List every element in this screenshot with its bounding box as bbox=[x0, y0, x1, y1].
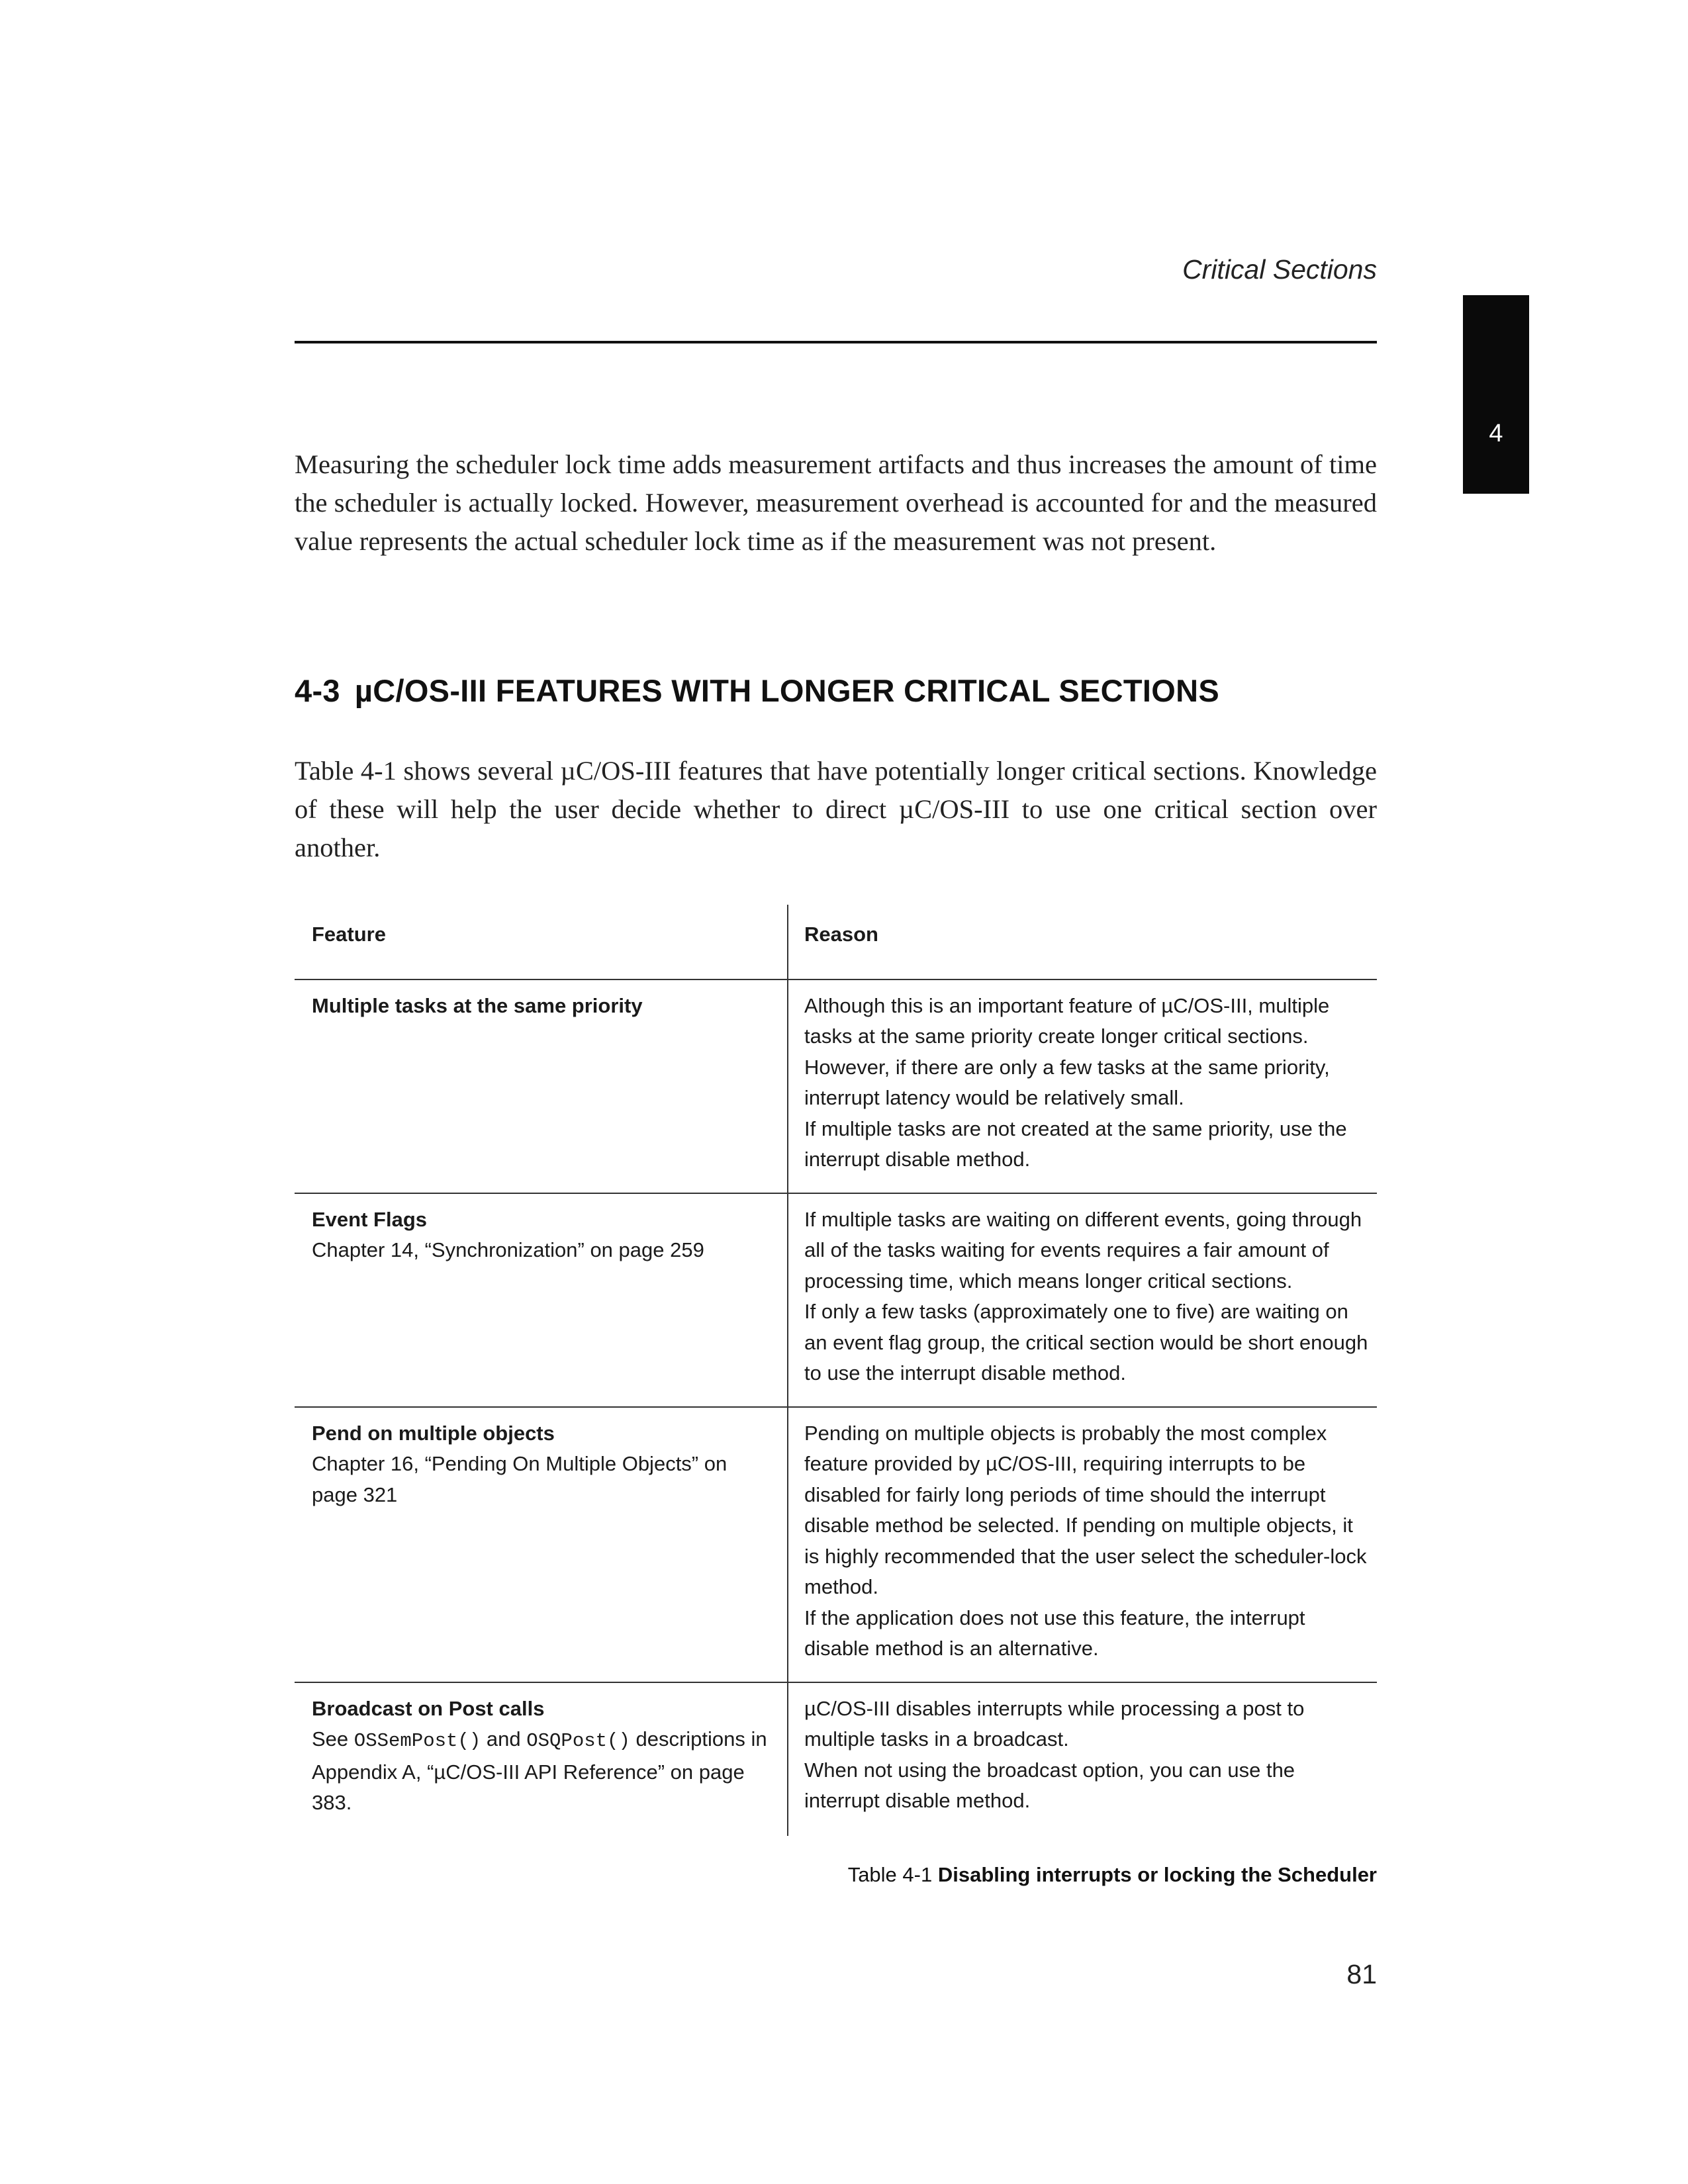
page-number: 81 bbox=[1346, 1959, 1377, 1989]
table-header-row bbox=[295, 905, 1377, 979]
intro-paragraph: Measuring the scheduler lock time adds measurement artifacts and thus increases the amount of time the scheduler is actually locked. However, measurement overhead is accounted for and the measured value represents the actual scheduler lock time as if the measurement was not present. bbox=[295, 449, 1377, 556]
features-table bbox=[295, 905, 1377, 1836]
reason-text: µC/OS-III disables interrupts while processing a post to multiple tasks in a broadcast. bbox=[804, 1696, 1305, 1751]
table-row bbox=[295, 1407, 1377, 1682]
section-heading bbox=[295, 672, 1420, 709]
feature-name: Pend on multiple objects bbox=[312, 1421, 555, 1445]
table-row bbox=[295, 979, 1377, 1193]
table-row bbox=[295, 1193, 1377, 1407]
feature-reference: Chapter 16, “Pending On Multiple Objects” on page 321 bbox=[312, 1452, 727, 1506]
function-name-ossempost: OSSemPost() bbox=[353, 1730, 481, 1752]
feature-reference bbox=[312, 1724, 767, 1819]
chapter-tab: 4 bbox=[1463, 295, 1529, 494]
reason-cell bbox=[788, 1407, 1377, 1682]
reason-text: Pending on multiple objects is probably the most complex feature provided by µC/OS-III, requiring interrupts to be disabled for fairly long periods of time should the interrupt disable method be selected. If pending on multiple objects, it is highly recommended that the user select the scheduler-lock method. bbox=[804, 1421, 1367, 1598]
feature-column-header: Feature bbox=[295, 905, 788, 979]
feature-name: Multiple tasks at the same priority bbox=[312, 993, 643, 1017]
reason-cell bbox=[788, 1682, 1377, 1836]
reason-cell bbox=[788, 979, 1377, 1193]
feature-cell bbox=[295, 1682, 788, 1836]
section-paragraph: Table 4-1 shows several µC/OS-III features that have potentially longer critical sections. Knowledge of these will help the user decide whether to direct µC/OS-III to use one critical section over another. bbox=[295, 756, 1377, 862]
caption-title: Disabling interrupts or locking the Scheduler bbox=[937, 1863, 1377, 1886]
section-title: µC/OS-III FEATURES WITH LONGER CRITICAL SECTIONS bbox=[354, 673, 1219, 708]
feature-cell bbox=[295, 979, 788, 1193]
feature-name: Event Flags bbox=[312, 1207, 427, 1231]
reason-text: If multiple tasks are waiting on different events, going through all of the tasks waiting for events requires a fair amount of processing time, which means longer critical sections. bbox=[804, 1207, 1362, 1293]
feature-cell bbox=[295, 1193, 788, 1407]
reason-text: If multiple tasks are not created at the same priority, use the interrupt disable method. bbox=[804, 1116, 1347, 1171]
reference-rest-text: descriptions in Appendix A, “µC/OS-III API Reference” on page 383. bbox=[312, 1727, 767, 1814]
table-row bbox=[295, 1682, 1377, 1836]
running-header-title: Critical Sections bbox=[1182, 254, 1377, 285]
reason-column-header: Reason bbox=[788, 905, 1377, 979]
function-name-osqpost: OSQPost() bbox=[526, 1730, 630, 1752]
header-rule bbox=[295, 341, 1377, 343]
reason-cell bbox=[788, 1193, 1377, 1407]
reason-text: When not using the broadcast option, you can use the interrupt disable method. bbox=[804, 1758, 1295, 1812]
feature-cell bbox=[295, 1407, 788, 1682]
table-caption bbox=[295, 1863, 1377, 1887]
reason-text: Although this is an important feature of µC/OS-III, multiple tasks at the same priority create longer critical sections. However, if there are only a few tasks at the same priority, interrupt latency would be relatively small. bbox=[804, 993, 1330, 1109]
reason-text: If the application does not use this feature, the interrupt disable method is an alternative. bbox=[804, 1606, 1305, 1660]
reference-see-text: See bbox=[312, 1727, 349, 1751]
reference-and-text: and bbox=[486, 1727, 521, 1751]
feature-reference: Chapter 14, “Synchronization” on page 259 bbox=[312, 1238, 704, 1261]
caption-label: Table 4-1 bbox=[847, 1863, 933, 1886]
section-number: 4-3 bbox=[295, 673, 340, 708]
feature-name: Broadcast on Post calls bbox=[312, 1696, 545, 1720]
reason-text: If only a few tasks (approximately one to five) are waiting on an event flag group, the critical section would be short enough to use the interrupt disable method. bbox=[804, 1300, 1368, 1385]
